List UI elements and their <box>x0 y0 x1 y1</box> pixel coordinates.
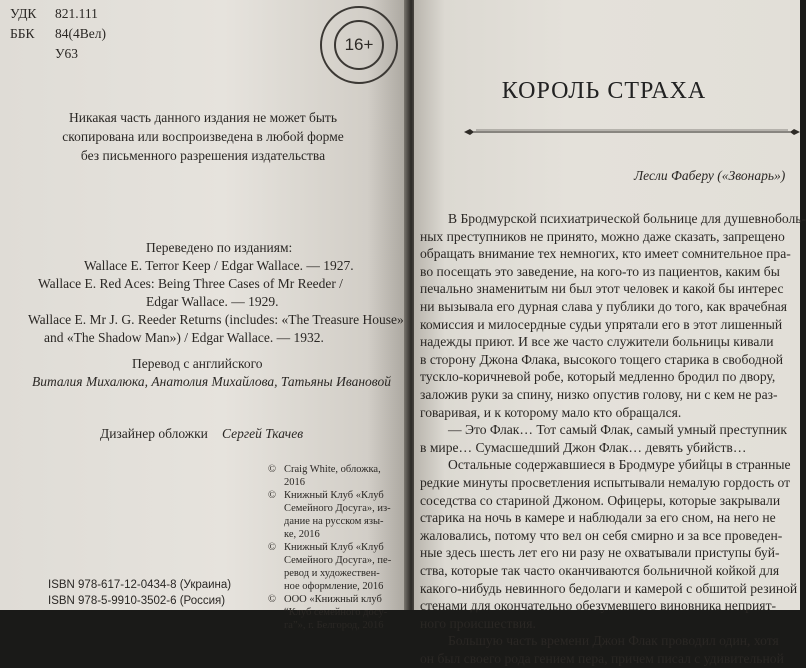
body-line: Большую часть времени Джон Флак проводил один, хотя <box>448 633 779 649</box>
rights-line-3: без письменного разрешения издательства <box>80 148 326 163</box>
copyright-symbol: © <box>268 594 276 605</box>
copyright-symbol: © <box>268 490 276 501</box>
body-line: редкие минуты просветления испытывали немалую гордость от <box>420 475 791 490</box>
bbk-label: ББК <box>10 26 35 41</box>
cover-designer: Сергей Ткачев <box>222 426 304 441</box>
translated-from-label: Переведено по изданиям: <box>146 240 293 255</box>
body-line: Остальные содержавшиеся в Бродмуре убийцы в странные <box>448 457 791 473</box>
isbn-ukraine: ISBN 978-617-12-0434-8 (Украина) <box>48 579 232 591</box>
translators: Виталия Михалюка, Анатолия Михайлова, Татьяны Ивановой <box>32 374 391 389</box>
copyright-line: ное оформление, 2016 <box>284 581 384 592</box>
udk-label: УДК <box>10 6 37 21</box>
rights-line-2: скопирована или воспроизведена в любой форме <box>62 129 344 144</box>
author-code: У63 <box>55 46 79 61</box>
dedication: Лесли Фаберу («Звонарь») <box>634 168 786 183</box>
translation-label: Перевод с английского <box>132 356 263 371</box>
udk-value: 821.111 <box>55 6 98 21</box>
source-line-3: Edgar Wallace. — 1929. <box>146 294 279 309</box>
divider-ornament-icon <box>464 124 800 140</box>
body-line: в сторону Джона Флака, высокого тощего старика в свободной <box>420 351 784 367</box>
body-line: жаловались, потому что вел он себя смирно и за все проведен- <box>420 527 783 543</box>
copyright-line: “Клуб семейного досу- <box>284 607 388 618</box>
body-line: ных преступников не принято, можно даже сказать, запрещено <box>420 228 785 244</box>
age-rating-badge <box>320 6 398 84</box>
left-page <box>0 0 408 631</box>
copyright-line: га”», г. Белгород, 2016 <box>284 620 384 631</box>
body-line: — Это Флак… Тот самый Флак, самый умный преступник <box>448 422 787 438</box>
body-line: тускло-коричневой робе, который медленно бродил по двору, <box>420 369 776 385</box>
cover-designer-label: Дизайнер обложки <box>100 426 208 441</box>
copyright-line: Книжный Клуб «Клуб <box>284 490 384 501</box>
rights-line-1: Никакая часть данного издания не может быть <box>68 110 337 125</box>
body-line: печально знаменитым ни был этот человек и какой бы интерес <box>420 281 784 297</box>
copyright-line: ООО «Книжный клуб <box>284 594 382 605</box>
copyright-line: Семейного Досуга», из- <box>284 503 391 514</box>
body-line: какого-нибудь невинного бедолаги и камерой с обшитой резиной <box>420 580 798 596</box>
copyright-line: ке, 2016 <box>284 529 320 540</box>
source-line-5: and «The Shadow Man») / Edgar Wallace. — 1932. <box>44 330 324 345</box>
copyright-line: Семейного Досуга», пе- <box>284 555 392 566</box>
body-line: В Бродмурской психиатрической больнице для душевноболь- <box>448 211 806 226</box>
copyright-line: ревод и художествен- <box>284 568 380 579</box>
copyright-line: Craig White, обложка, <box>284 464 381 475</box>
body-line: ни вызывала его дурная слава у публики до того, как врачебная <box>420 299 788 314</box>
copyright-symbol: © <box>268 464 276 475</box>
source-line-1: Wallace E. Terror Keep / Edgar Wallace. — 1927. <box>84 258 354 273</box>
copyright-line: Книжный Клуб «Клуб <box>284 542 384 553</box>
body-line: ного происшествия. <box>420 615 536 631</box>
body-line: говаривая, и к которому мало кто обращался. <box>420 404 682 420</box>
right-page <box>414 0 806 666</box>
body-line: во посещать это заведение, на кого-то из пациентов, каким бы <box>420 263 780 279</box>
body-line: соседства со стариной Джоном. Офицеры, которые закрывали <box>420 492 781 508</box>
copyright-line: дание на русском язы- <box>284 516 384 527</box>
body-line: старика на ночь в камере и наблюдали за его сном, на него не <box>420 510 776 526</box>
body-line: надежды приют. И все же часто служители больницы кивали <box>420 334 774 350</box>
body-line: обращать внимание тех немногих, кто имеет сомнительное пра- <box>420 246 791 262</box>
copyright-line: 2016 <box>284 477 305 488</box>
body-line: в мире… Сумасшедший Джон Флак… девять убийств… <box>420 439 747 455</box>
body-line: он был своего рода гением пера, причем писал с удивительной <box>420 651 784 666</box>
body-line: заложив руки за спину, низко опустив голову, ни с кем не раз- <box>420 387 778 402</box>
body-line: стенами для окончательно обезумевшего виновника неприят- <box>420 598 777 614</box>
chapter-title: КОРОЛЬ СТРАХА <box>501 78 707 104</box>
body-line: ства, которые так часто оканчиваются больничной койкой для <box>420 563 780 578</box>
isbn-russia: ISBN 978-5-9910-3502-6 (Россия) <box>48 595 226 607</box>
body-line: ные здесь шесть лет его ни разу не охватывали приступы буй- <box>420 545 780 561</box>
body-line: комиссия и милосердные судьи упрятали его в этот лишенный <box>420 316 783 332</box>
source-line-4: Wallace E. Mr J. G. Reeder Returns (includes: «The Treasure House» <box>28 312 404 327</box>
source-line-2: Wallace E. Red Aces: Being Three Cases of Mr Reeder / <box>38 276 343 291</box>
age-rating: 16+ <box>334 20 384 70</box>
copyright-symbol: © <box>268 542 276 553</box>
bbk-value: 84(4Вел) <box>55 26 106 41</box>
